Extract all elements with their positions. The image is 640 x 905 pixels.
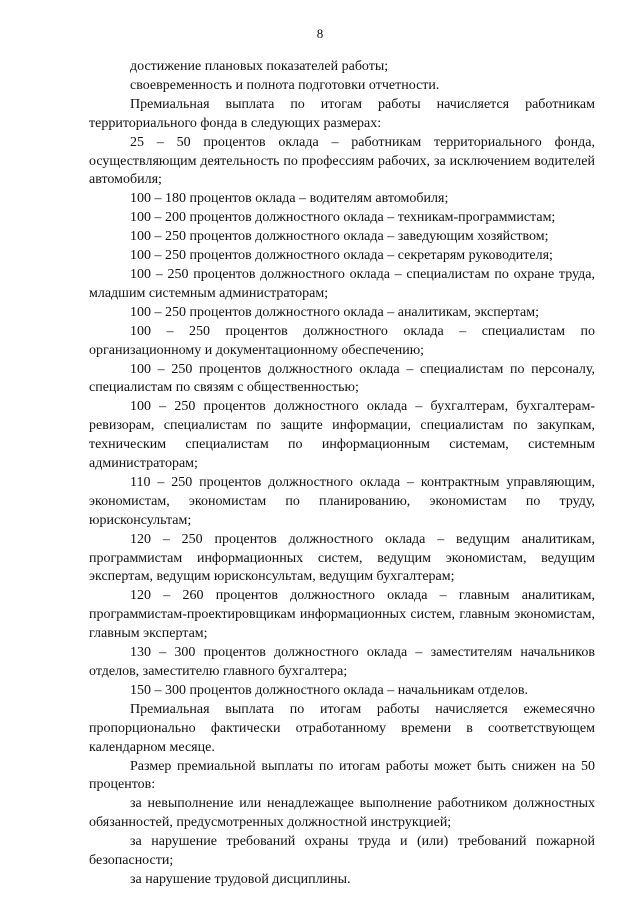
paragraph: достижение плановых показателей работы;: [130, 59, 389, 74]
paragraph: 150 – 300 процентов должностного оклада – начальникам отделов.: [130, 682, 528, 698]
paragraph: 100 – 250 процентов должностного оклада – заведующим хозяйством;: [130, 229, 549, 245]
paragraph: за нарушение трудовой дисциплины.: [130, 871, 351, 887]
paragraph: 100 – 250 процентов должностного оклада – секретарям руководителя;: [130, 248, 553, 264]
paragraph: 100 – 250 процентов должностного оклада – специалистам по организационному и документационному обеспечению;: [89, 323, 595, 358]
paragraph: Размер премиальной выплаты по итогам работы может быть снижен на 50 процентов:: [89, 758, 595, 793]
paragraph: Премиальная выплата по итогам работы начисляется ежемесячно пропорционально фактически отработанному времени в соответствующем календарном месяце.: [89, 701, 595, 755]
paragraph: 120 – 250 процентов должностного оклада – ведущим аналитикам, программистам информационных систем, ведущим экономистам, ведущим экспертам, ведущим юрисконсультам, ведущим бухгалтерам;: [89, 531, 595, 585]
page-number: 8: [316, 26, 324, 41]
paragraph: 100 – 200 процентов должностного оклада – техникам-программистам;: [130, 210, 556, 226]
paragraph: за невыполнение или ненадлежащее выполнение работником должностных обязанностей, предусмотренных должностной инструкцией;: [89, 796, 595, 831]
paragraph: 25 – 50 процентов оклада – работникам территориального фонда, осуществляющим деятельность по профессиям рабочих, за исключением водителей автомобиля;: [89, 134, 595, 188]
paragraph: 100 – 180 процентов оклада – водителям автомобиля;: [130, 191, 449, 207]
paragraph: 110 – 250 процентов должностного оклада – контрактным управляющим, экономистам, экономистам по планированию, экономистам по труду, юрисконсультам;: [89, 474, 595, 528]
paragraph: 100 – 250 процентов должностного оклада – специалистам по персоналу, специалистам по связям с общественностью;: [89, 361, 595, 396]
paragraph: своевременность и полнота подготовки отчетности.: [130, 77, 440, 93]
paragraph: 100 – 250 процентов должностного оклада – бухгалтерам, бухгалтерам-ревизорам, специалистам по защите информации, специалистам по закупкам, техническим специалистам по информационным системам, системным администраторам;: [89, 399, 595, 472]
paragraph: за нарушение требований охраны труда и (или) требований пожарной безопасности;: [89, 834, 595, 869]
paragraph: 130 – 300 процентов должностного оклада – заместителям начальников отделов, заместителю главного бухгалтера;: [89, 645, 595, 679]
paragraph: 100 – 250 процентов должностного оклада – специалистам по охране труда, младшим системным администраторам;: [89, 266, 595, 301]
document-body: [89, 58, 595, 890]
paragraph: 100 – 250 процентов должностного оклада – аналитикам, экспертам;: [130, 304, 539, 320]
paragraph: 120 – 260 процентов должностного оклада – главным аналитикам, программистам-проектировщикам информационных систем, главным экономистам, главным экспертам;: [89, 588, 595, 642]
paragraph: Премиальная выплата по итогам работы начисляется работникам территориального фонда в следующих размерах:: [89, 96, 595, 131]
